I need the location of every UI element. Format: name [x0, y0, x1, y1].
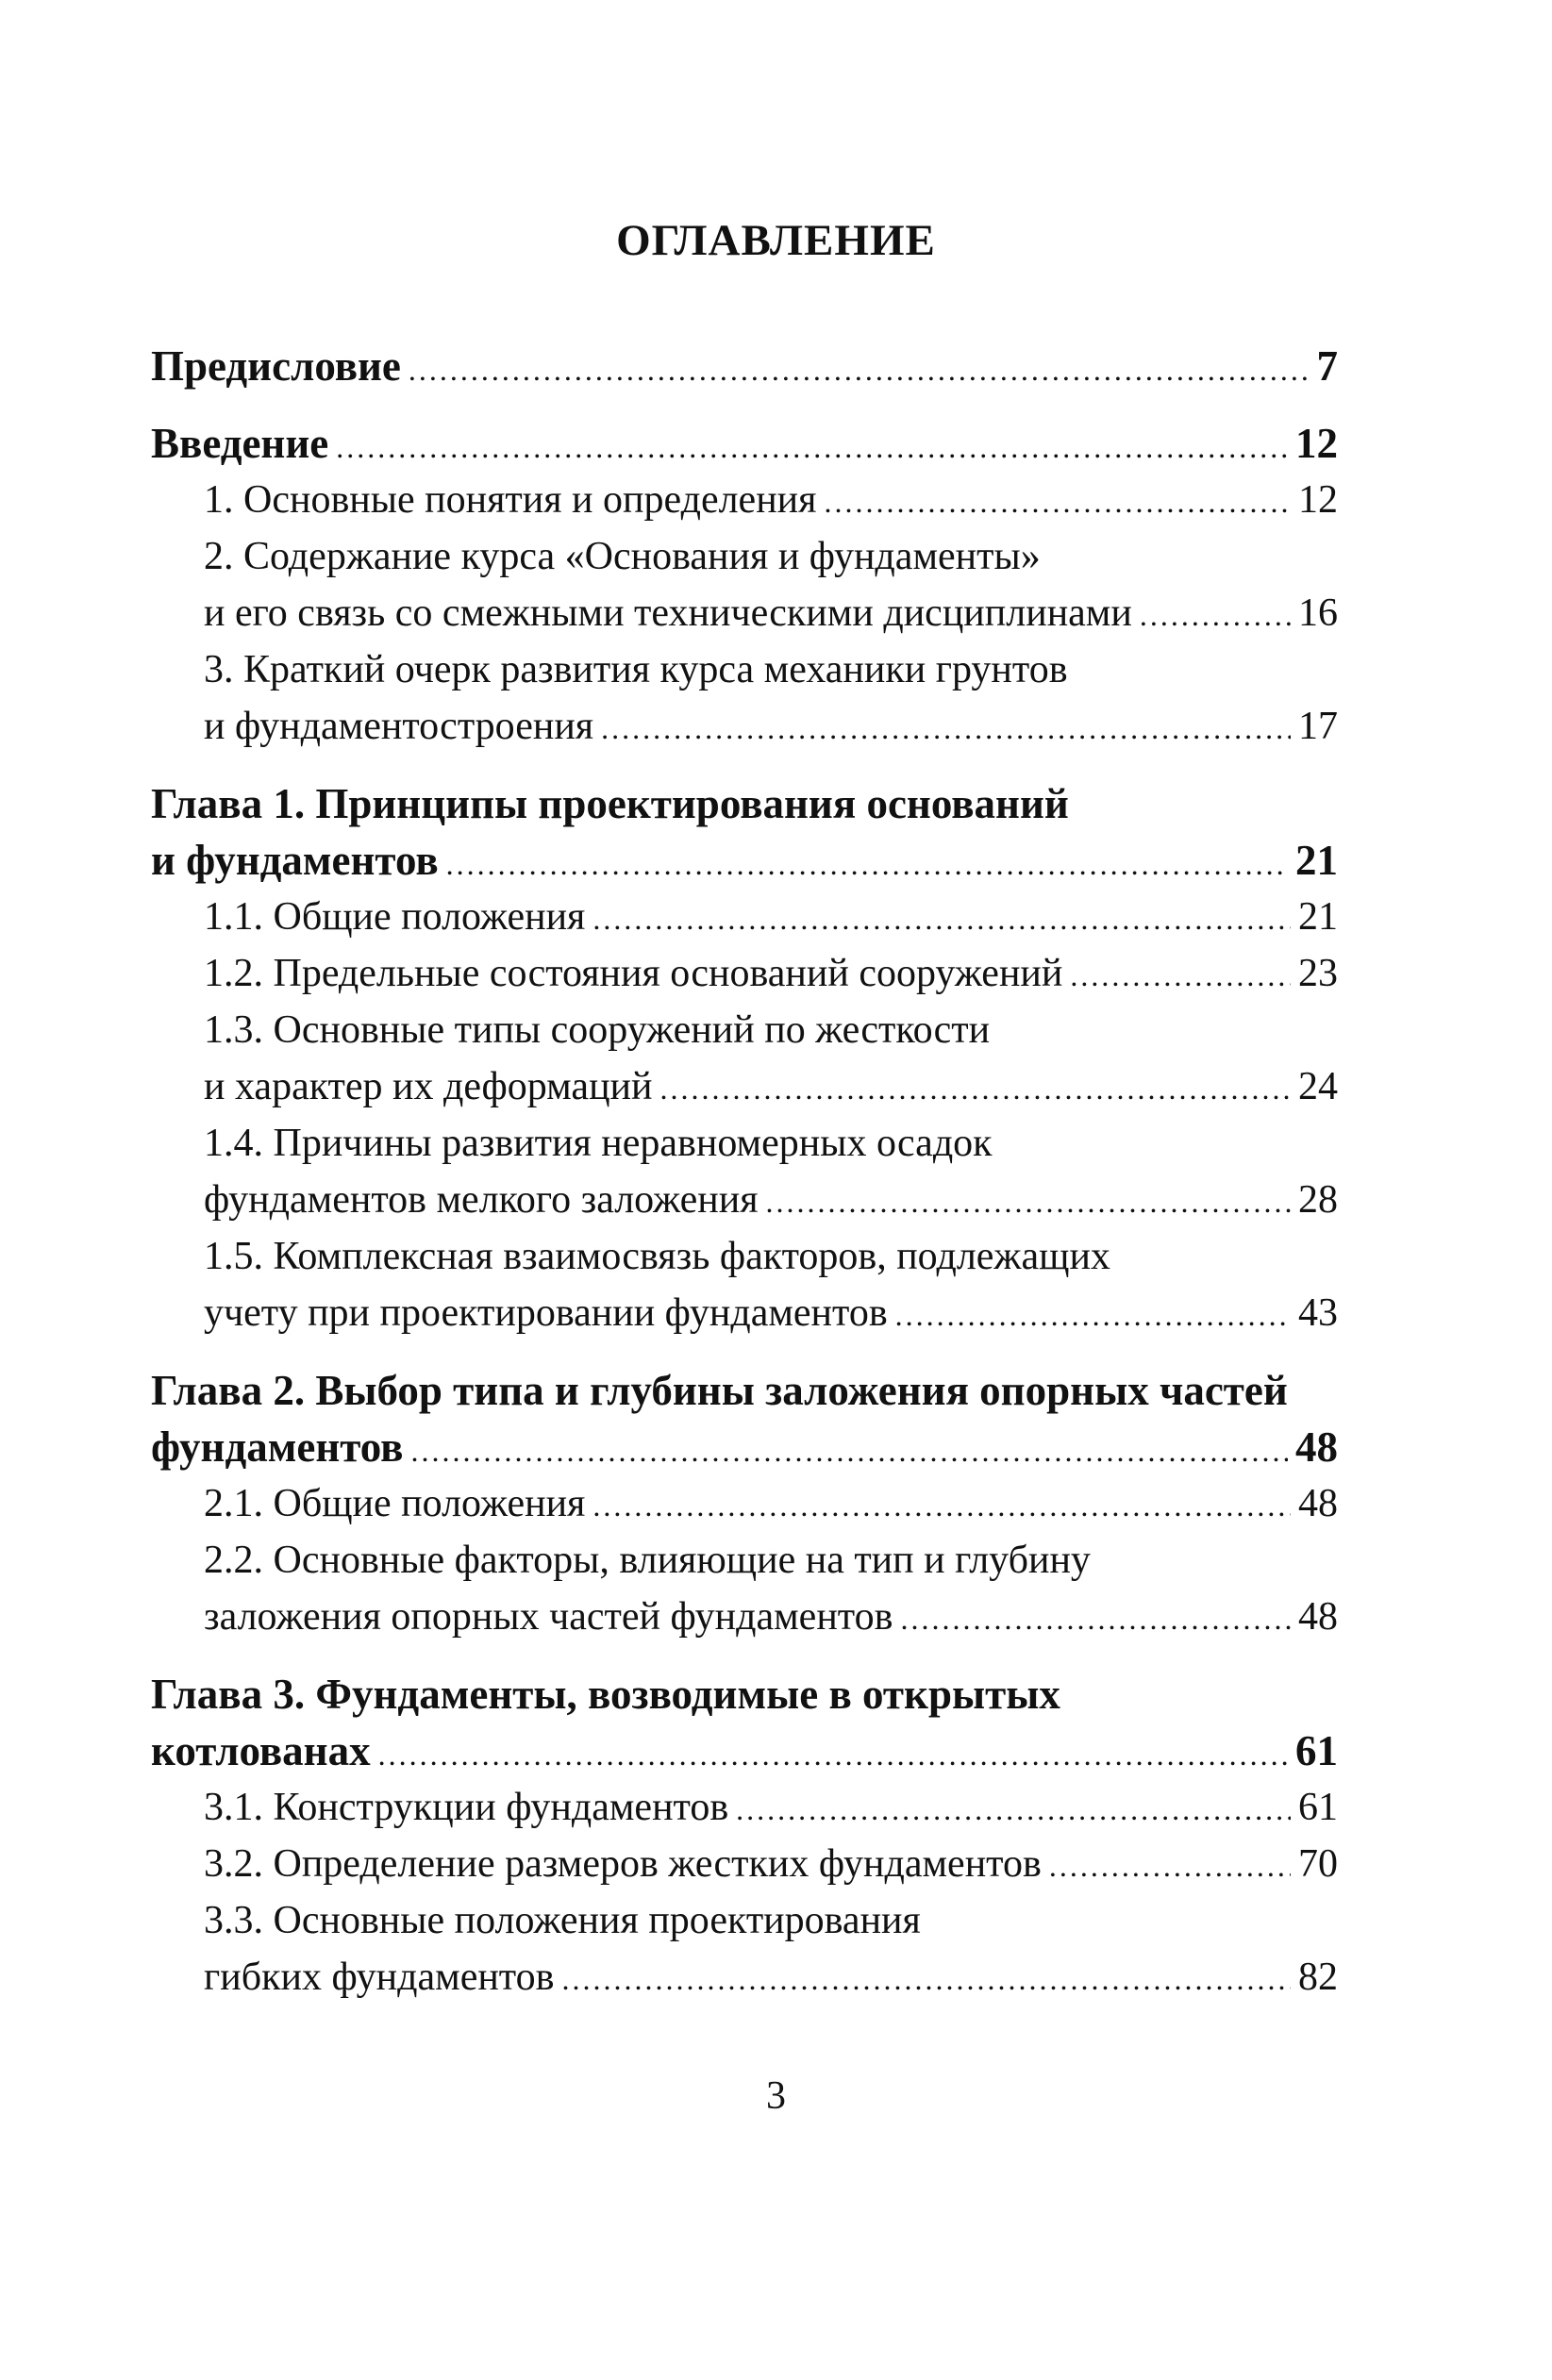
toc-page-number: 17	[1298, 705, 1338, 748]
toc-section-entry	[151, 1532, 1338, 1645]
toc-entry-line	[151, 1949, 1338, 2006]
toc-entry-line	[151, 1723, 1338, 1779]
dot-leader	[736, 1781, 1291, 1838]
toc-page-number: 23	[1298, 952, 1338, 995]
dot-leader	[592, 1477, 1291, 1534]
toc-section-entry	[151, 1779, 1338, 1836]
dot-leader	[900, 1590, 1291, 1647]
toc-entry-title: и его связь со смежными техническими дисциплинами	[204, 591, 1132, 635]
toc-section-entry	[151, 1002, 1338, 1115]
toc-page-number: 48	[1298, 1595, 1338, 1639]
toc-entry-line	[151, 641, 1338, 698]
toc-entry-title: фундаментов	[151, 1423, 404, 1471]
toc-entry-title: 2. Содержание курса «Основания и фундаменты»	[204, 535, 1041, 578]
toc-entry-line	[151, 472, 1338, 528]
toc-entry-title: 3.1. Конструкции фундаментов	[204, 1786, 729, 1829]
dot-leader	[446, 836, 1288, 892]
toc-entry-title: котлованах	[151, 1727, 371, 1774]
toc-entry-line	[151, 1532, 1338, 1589]
toc-entry-title: 1.2. Предельные состояния оснований сооружений	[204, 952, 1063, 995]
toc-entry-title: 3.2. Определение размеров жестких фундаментов	[204, 1842, 1042, 1886]
toc-page-number: 48	[1295, 1423, 1338, 1471]
toc-entry-title: 3.3. Основные положения проектирования	[204, 1899, 921, 1942]
toc-chapter-entry	[151, 1362, 1338, 1475]
dot-leader	[1070, 947, 1291, 1004]
toc-chapter-entry	[151, 338, 1338, 394]
toc-entry-title: Введение	[151, 420, 329, 467]
toc-chapter-entry	[151, 415, 1338, 472]
dot-leader	[824, 474, 1291, 530]
toc-section-entry	[151, 1475, 1338, 1532]
toc-section-entry	[151, 528, 1338, 641]
toc-entry-line	[151, 775, 1338, 832]
toc-entry-title: учету при проектировании фундаментов	[204, 1291, 888, 1335]
toc-entry-line	[151, 698, 1338, 755]
toc-entry-line	[151, 1115, 1338, 1172]
toc-entry-title: и фундаментов	[151, 837, 439, 884]
toc-entry-title: заложения опорных частей фундаментов	[204, 1595, 893, 1639]
toc-entry-line	[151, 889, 1338, 945]
toc-page-number: 21	[1295, 837, 1338, 884]
toc-entry-title: 3. Краткий очерк развития курса механики грунтов	[204, 648, 1068, 691]
toc-entry-line	[151, 1172, 1338, 1228]
toc-entry-line	[151, 1892, 1338, 1949]
toc-entry-title: фундаментов мелкого заложения	[204, 1178, 759, 1222]
toc-entry-title: и фундаментостроения	[204, 705, 594, 748]
dot-leader	[1049, 1838, 1291, 1894]
dot-leader	[378, 1726, 1288, 1783]
toc-page-number: 7	[1316, 342, 1338, 390]
toc-section-entry	[151, 945, 1338, 1002]
toc-page-number: 61	[1295, 1727, 1338, 1774]
toc-entry-line	[151, 1228, 1338, 1285]
dot-leader	[1140, 587, 1291, 643]
toc-page-number: 70	[1298, 1842, 1338, 1886]
toc-entry-line	[151, 1362, 1338, 1419]
dot-leader	[592, 890, 1291, 947]
toc-page-number: 82	[1298, 1956, 1338, 1999]
toc-entry-line	[151, 945, 1338, 1002]
toc-section-entry	[151, 889, 1338, 945]
toc-entry-line	[151, 1285, 1338, 1341]
toc-entry-line	[151, 338, 1338, 394]
toc-page-number: 12	[1295, 420, 1338, 467]
toc-entry-title: 1.4. Причины развития неравномерных осадок	[204, 1122, 993, 1165]
toc-page-number: 16	[1298, 591, 1338, 635]
toc-entry-title: 1.3. Основные типы сооружений по жесткости	[204, 1008, 991, 1052]
toc-page-number: 12	[1298, 478, 1338, 522]
dot-leader	[766, 1173, 1291, 1230]
toc-entry-title: Глава 3. Фундаменты, возводимые в открытых	[151, 1671, 1060, 1718]
dot-leader	[601, 700, 1291, 757]
toc-section-entry	[151, 1892, 1338, 2006]
dot-leader	[660, 1060, 1292, 1117]
toc-entry-line	[151, 1589, 1338, 1645]
toc-section-entry	[151, 1115, 1338, 1228]
table-of-contents	[151, 338, 1338, 2006]
dot-leader	[409, 341, 1310, 398]
toc-entry-title: Глава 2. Выбор типа и глубины заложения опорных частей	[151, 1367, 1288, 1414]
toc-entry-line	[151, 1779, 1338, 1836]
toc-entry-title: и характер их деформаций	[204, 1065, 653, 1108]
toc-section-entry	[151, 472, 1338, 528]
toc-entry-title: Предисловие	[151, 342, 401, 390]
page-number: 3	[766, 2074, 786, 2118]
toc-chapter-entry	[151, 775, 1338, 889]
toc-page-number: 21	[1298, 895, 1338, 939]
dot-leader	[561, 1951, 1291, 2007]
toc-entry-title: 2.2. Основные факторы, влияющие на тип и глубину	[204, 1539, 1091, 1582]
toc-entry-line	[151, 415, 1338, 472]
toc-page-number: 28	[1298, 1178, 1338, 1222]
toc-entry-line	[151, 1836, 1338, 1892]
toc-entry-line	[151, 832, 1338, 889]
toc-entry-line	[151, 1475, 1338, 1532]
page-title: ОГЛАВЛЕНИЕ	[616, 216, 936, 265]
toc-entry-line	[151, 1419, 1338, 1475]
toc-page-number: 24	[1298, 1065, 1338, 1108]
toc-page-number: 43	[1298, 1291, 1338, 1335]
toc-page-number: 48	[1298, 1482, 1338, 1525]
toc-entry-title: 1.1. Общие положения	[204, 895, 586, 939]
dot-leader	[895, 1287, 1291, 1343]
toc-entry-line	[151, 585, 1338, 641]
toc-entry-line	[151, 1058, 1338, 1115]
toc-page-number: 61	[1298, 1786, 1338, 1829]
toc-entry-line	[151, 1002, 1338, 1058]
toc-section-entry	[151, 1228, 1338, 1341]
toc-chapter-entry	[151, 1666, 1338, 1779]
toc-entry-title: 2.1. Общие положения	[204, 1482, 586, 1525]
toc-entry-title: 1. Основные понятия и определения	[204, 478, 817, 522]
toc-section-entry	[151, 641, 1338, 755]
toc-entry-title: 1.5. Комплексная взаимосвязь факторов, подлежащих	[204, 1235, 1110, 1278]
toc-entry-title: гибких фундаментов	[204, 1956, 555, 1999]
toc-entry-line	[151, 528, 1338, 585]
dot-leader	[410, 1423, 1288, 1479]
toc-entry-title: Глава 1. Принципы проектирования оснований	[151, 780, 1069, 827]
toc-entry-line	[151, 1666, 1338, 1723]
dot-leader	[336, 419, 1288, 475]
toc-section-entry	[151, 1836, 1338, 1892]
